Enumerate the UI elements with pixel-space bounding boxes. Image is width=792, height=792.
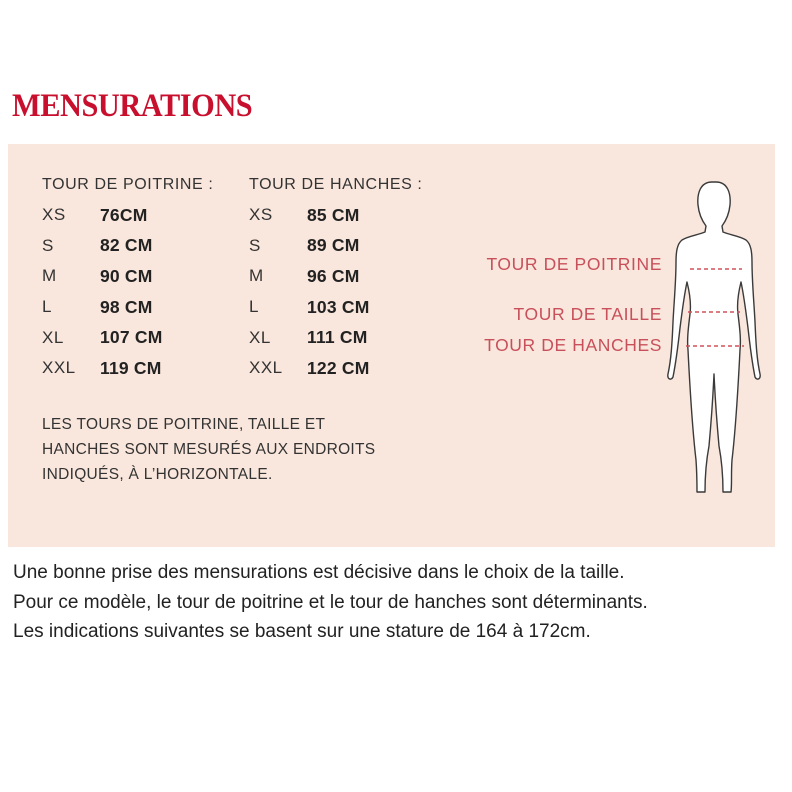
size-label: XXL	[249, 358, 283, 378]
table-row	[249, 292, 369, 323]
figure-label-chest: TOUR DE POITRINE	[486, 254, 662, 274]
table-row	[42, 292, 162, 323]
hips-value: 111 CM	[307, 327, 368, 348]
table-row	[42, 200, 162, 231]
table-row	[42, 353, 162, 384]
chest-column-header: TOUR DE POITRINE :	[42, 176, 214, 193]
chest-size-table	[42, 200, 162, 384]
note-line: HANCHES SONT MESURÉS AUX ENDROITS	[42, 441, 376, 458]
size-label: S	[249, 235, 261, 255]
hips-column-header: TOUR DE HANCHES :	[249, 176, 423, 193]
note-line: INDIQUÉS, À L’HORIZONTALE.	[42, 466, 273, 483]
size-label: L	[42, 297, 52, 317]
body-silhouette-svg	[660, 178, 770, 498]
hips-value: 85 CM	[307, 204, 360, 225]
table-row	[249, 261, 369, 292]
table-row	[249, 353, 369, 384]
note-line: LES TOURS DE POITRINE, TAILLE ET	[42, 416, 326, 433]
size-label: XXL	[42, 358, 76, 378]
table-row	[249, 322, 369, 353]
description-line: Les indications suivantes se basent sur une stature de 164 à 172cm.	[13, 621, 591, 642]
chest-value: 82 CM	[100, 235, 153, 256]
size-label: XL	[249, 327, 271, 347]
size-label: M	[42, 266, 57, 286]
size-label: XL	[42, 327, 64, 347]
body-outline	[668, 182, 760, 492]
page-title: MENSURATIONS	[12, 88, 253, 124]
size-label: XS	[42, 205, 66, 225]
chest-value: 90 CM	[100, 265, 153, 286]
body-silhouette-illustration	[660, 178, 770, 498]
chest-value: 107 CM	[100, 327, 163, 348]
table-row	[249, 231, 369, 262]
figure-label-hips: TOUR DE HANCHES	[484, 335, 662, 355]
figure-label-waist: TOUR DE TAILLE	[513, 304, 662, 324]
table-row	[249, 200, 369, 231]
size-label: L	[249, 297, 259, 317]
table-row	[42, 322, 162, 353]
description-line: Pour ce modèle, le tour de poitrine et le tour de hanches sont déterminants.	[13, 591, 648, 613]
chest-value: 98 CM	[100, 296, 153, 317]
hips-value: 89 CM	[307, 235, 360, 256]
chest-value: 76CM	[100, 204, 148, 225]
size-label: XS	[249, 205, 273, 225]
chest-value: 119 CM	[100, 357, 162, 378]
hips-size-table	[249, 200, 369, 384]
description-line: Une bonne prise des mensurations est décisive dans le choix de la taille.	[13, 562, 625, 583]
description	[13, 558, 783, 647]
table-row	[42, 261, 162, 292]
size-label: S	[42, 235, 54, 255]
table-row	[42, 231, 162, 262]
hips-value: 96 CM	[307, 265, 360, 286]
hips-value: 103 CM	[307, 296, 370, 317]
size-label: M	[249, 266, 264, 286]
measurement-note	[42, 412, 442, 487]
hips-value: 122 CM	[307, 357, 370, 378]
